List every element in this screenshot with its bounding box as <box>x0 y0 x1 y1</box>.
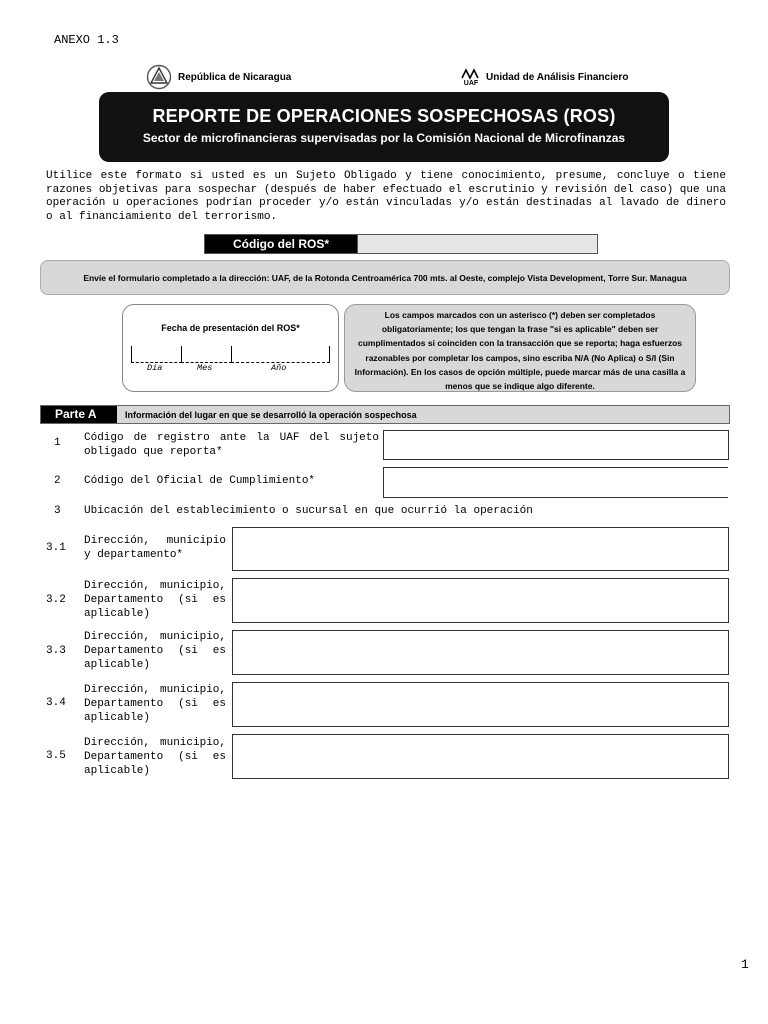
address-input-3-5[interactable] <box>232 734 729 779</box>
page-number: 1 <box>741 957 749 972</box>
question-text: Dirección, municipio y departamento* <box>84 535 226 561</box>
section-header-parte-a <box>40 405 730 424</box>
address-notice <box>40 260 730 295</box>
instructions-box <box>344 304 696 392</box>
question-text: Dirección, municipio, Departamento (si es aplicable) <box>84 737 226 777</box>
submission-date-label: Fecha de presentación del ROS* <box>161 323 300 333</box>
uaf-name: Unidad de Análisis Financiero <box>486 71 629 83</box>
month-caption: Mes <box>197 363 213 373</box>
question-number: 3.5 <box>46 750 66 762</box>
section-label: Parte A <box>41 406 117 423</box>
year-field[interactable] <box>231 346 330 363</box>
ros-code-row <box>204 234 598 254</box>
uaf-logo-icon <box>460 68 482 87</box>
nicaragua-coat-of-arms-icon <box>146 64 172 90</box>
question-number: 1 <box>54 437 61 449</box>
month-field[interactable] <box>181 346 232 363</box>
question-number: 3.2 <box>46 594 66 606</box>
date-end-tick <box>329 346 330 362</box>
instructions-text: Los campos marcados con un asterisco (*) deben ser completados obligatoriamente; los que tengan la frase "si es aplicable" deben ser cumplimentados si coinciden con la transacción que se reporta; haga esfuerzos razonables por completar los campos, sino escriba N/A (No Aplica) o S/I (Sin Información). En los casos de opción múltiple, puede marcar más de una casilla a menos que se indique algo diferente. <box>354 310 686 392</box>
uaf-registration-code-input[interactable] <box>383 430 729 460</box>
republic-name: República de Nicaragua <box>178 71 292 83</box>
ros-code-input[interactable] <box>357 235 597 253</box>
question-text: Ubicación del establecimiento o sucursal en que ocurrió la operación <box>84 505 533 517</box>
republic-header <box>146 66 291 88</box>
compliance-officer-code-input[interactable] <box>383 467 728 498</box>
question-text: Dirección, municipio, Departamento (si es aplicable) <box>84 684 226 724</box>
annex-label: ANEXO 1.3 <box>54 33 119 47</box>
question-text: Código de registro ante la UAF del sujeto obligado que reporta* <box>84 432 379 458</box>
question-number: 3.1 <box>46 542 66 554</box>
year-caption: Año <box>271 363 287 373</box>
day-caption: Día <box>147 363 163 373</box>
section-title: Información del lugar en que se desarrolló la operación sospechosa <box>125 409 417 420</box>
address-input-3-4[interactable] <box>232 682 729 727</box>
question-text: Código del Oficial de Cumplimiento* <box>84 475 316 487</box>
form-title: REPORTE DE OPERACIONES SOSPECHOSAS (ROS) <box>152 106 616 126</box>
form-subtitle: Sector de microfinancieras supervisadas por la Comisión Nacional de Microfinanzas <box>142 131 626 145</box>
question-number: 3.3 <box>46 645 66 657</box>
question-text: Dirección, municipio, Departamento (si es aplicable) <box>84 631 226 671</box>
ros-code-label: Código del ROS* <box>205 235 357 253</box>
uaf-logo-text: UAF <box>463 79 479 87</box>
question-number: 3.4 <box>46 697 66 709</box>
question-number: 2 <box>54 475 61 487</box>
address-input-3-1[interactable] <box>232 527 729 571</box>
title-banner <box>99 92 669 162</box>
address-input-3-3[interactable] <box>232 630 729 675</box>
question-number: 3 <box>54 505 61 517</box>
question-text: Dirección, municipio, Departamento (si es aplicable) <box>84 580 226 620</box>
day-field[interactable] <box>131 346 182 363</box>
intro-paragraph: Utilice este formato si usted es un Sujeto Obligado y tiene conocimiento, presume, concluye o tiene razones objetivas para sospechar (después de haber efectuado el escrutinio y revisión del caso) que una operación u operaciones podrían proceder y/o están vinculadas y/o están destinadas al lavado de dinero o al financiamiento del terrorismo. <box>46 170 726 224</box>
address-input-3-2[interactable] <box>232 578 729 623</box>
submission-date-box <box>122 304 339 392</box>
address-text: Envíe el formulario completado a la dirección: UAF, de la Rotonda Centroamérica 700 mts. al Oeste, complejo Vista Development, Torre Sur. Managua <box>83 272 687 283</box>
uaf-header <box>460 66 628 88</box>
